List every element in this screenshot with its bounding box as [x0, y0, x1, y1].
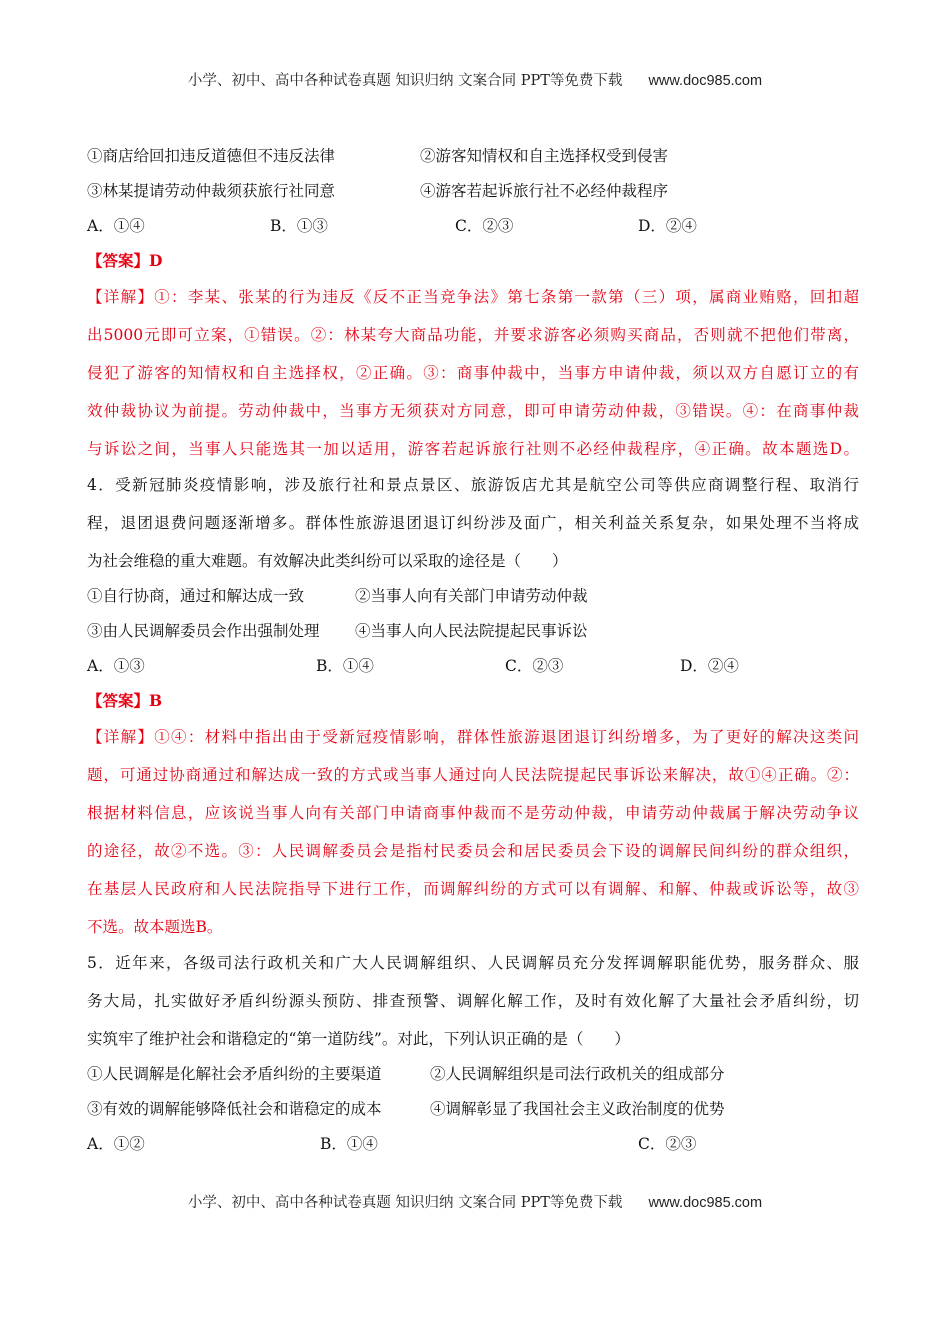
q3-explanation-line-3: 侵犯了游客的知情权和自主选择权，②正确。③：商事仲裁中，当事方申请仲裁，须以双方自愿订立的有: [87, 364, 859, 382]
q4-statement-3: ③由人民调解委员会作出强制处理: [87, 622, 320, 640]
q3-option-a: A．①④: [87, 217, 145, 235]
q3-explanation-line-1: 【详解】①：李某、张某的行为违反《反不正当竞争法》第七条第一款第（三）项，属商业贿赂，回扣超: [87, 288, 859, 306]
q3-statement-1: ①商店给回扣违反道德但不违反法律: [87, 147, 336, 165]
q5-option-c: C．②③: [638, 1135, 697, 1153]
header-site: www.doc985.com: [648, 73, 763, 89]
q5-statement-2: ②人民调解组织是司法行政机关的组成部分: [430, 1065, 725, 1083]
q3-option-c: C．②③: [455, 217, 514, 235]
q5-statement-1: ①人民调解是化解社会矛盾纠纷的主要渠道: [87, 1065, 382, 1083]
q3-option-d: D．②④: [638, 217, 697, 235]
q4-option-b: B．①④: [316, 657, 374, 675]
q4-option-d: D．②④: [680, 657, 739, 675]
q5-option-b: B．①④: [320, 1135, 378, 1153]
page-footer: [0, 1191, 950, 1212]
q4-statement-1: ①自行协商，通过和解达成一致: [87, 587, 305, 605]
q5-stem-line-1: 5．近年来，各级司法行政机关和广大人民调解组织、人民调解员充分发挥调解职能优势，服务群众、服: [87, 954, 859, 972]
q5-option-a: A．①②: [87, 1135, 145, 1153]
footer-site: www.doc985.com: [648, 1195, 763, 1211]
q4-explanation-line-5: 在基层人民政府和人民法院指导下进行工作，而调解纠纷的方式可以有调解、和解、仲裁或诉讼等，故③: [87, 880, 859, 898]
q5-stem-line-3: 实筑牢了维护社会和谐稳定的“第一道防线”。对此，下列认识正确的是（ ）: [87, 1030, 630, 1048]
q5-stem-line-2: 务大局，扎实做好矛盾纠纷源头预防、排查预警、调解化解工作，及时有效化解了大量社会矛盾纠纷，切: [87, 992, 859, 1010]
q5-statement-3: ③有效的调解能够降低社会和谐稳定的成本: [87, 1100, 382, 1118]
q4-option-c: C．②③: [505, 657, 564, 675]
footer-text: 小学、初中、高中各种试卷真题 知识归纳 文案合同 PPT等免费下载: [187, 1195, 623, 1211]
header-text: 小学、初中、高中各种试卷真题 知识归纳 文案合同 PPT等免费下载: [187, 73, 623, 89]
q3-answer: 【答案】D: [87, 251, 163, 270]
q3-explanation-line-5: 与诉讼之间，当事人只能选其一加以适用，游客若起诉旅行社则不必经仲裁程序，④正确。故本题选D。: [87, 440, 859, 458]
q3-explanation-line-4: 效仲裁协议为前提。劳动仲裁中，当事方无须获对方同意，即可申请劳动仲裁，③错误。④：在商事仲裁: [87, 402, 859, 420]
q4-stem-line-2: 程，退团退费问题逐渐增多。群体性旅游退团退订纠纷涉及面广，相关利益关系复杂，如果处理不当将成: [87, 514, 859, 532]
page-header: [0, 69, 950, 90]
q4-stem-line-1: 4．受新冠肺炎疫情影响，涉及旅行社和景点景区、旅游饭店尤其是航空公司等供应商调整行程、取消行: [87, 476, 859, 494]
q3-option-b: B．①③: [270, 217, 328, 235]
q4-option-a: A．①③: [87, 657, 145, 675]
q3-statement-2: ②游客知情权和自主选择权受到侵害: [420, 147, 669, 165]
q5-statement-4: ④调解彰显了我国社会主义政治制度的优势: [430, 1100, 725, 1118]
q4-explanation-line-3: 根据材料信息，应该说当事人向有关部门申请商事仲裁而不是劳动仲裁，申请劳动仲裁属于解决劳动争议: [87, 804, 859, 822]
q4-explanation-line-6: 不选。故本题选B。: [87, 918, 223, 936]
q4-explanation-line-4: 的途径，故②不选。③：人民调解委员会是指村民委员会和居民委员会下设的调解民间纠纷的群众组织，: [87, 842, 859, 860]
q4-statement-4: ④当事人向人民法院提起民事诉讼: [355, 622, 588, 640]
q4-statement-2: ②当事人向有关部门申请劳动仲裁: [355, 587, 588, 605]
q3-explanation-line-2: 出5000元即可立案，①错误。②：林某夸大商品功能，并要求游客必须购买商品，否则就不把他们带离，: [87, 326, 859, 344]
q3-statement-3: ③林某提请劳动仲裁须获旅行社同意: [87, 182, 336, 200]
q4-stem-line-3: 为社会维稳的重大难题。有效解决此类纠纷可以采取的途径是（ ）: [87, 552, 568, 570]
q4-explanation-line-1: 【详解】①④：材料中指出由于受新冠疫情影响，群体性旅游退团退订纠纷增多，为了更好的解决这类问: [87, 728, 859, 746]
q4-answer: 【答案】B: [87, 691, 163, 710]
q4-explanation-line-2: 题，可通过协商通过和解达成一致的方式或当事人通过向人民法院提起民事诉讼来解决，故①④正确。②：: [87, 766, 859, 784]
q3-statement-4: ④游客若起诉旅行社不必经仲裁程序: [420, 182, 669, 200]
